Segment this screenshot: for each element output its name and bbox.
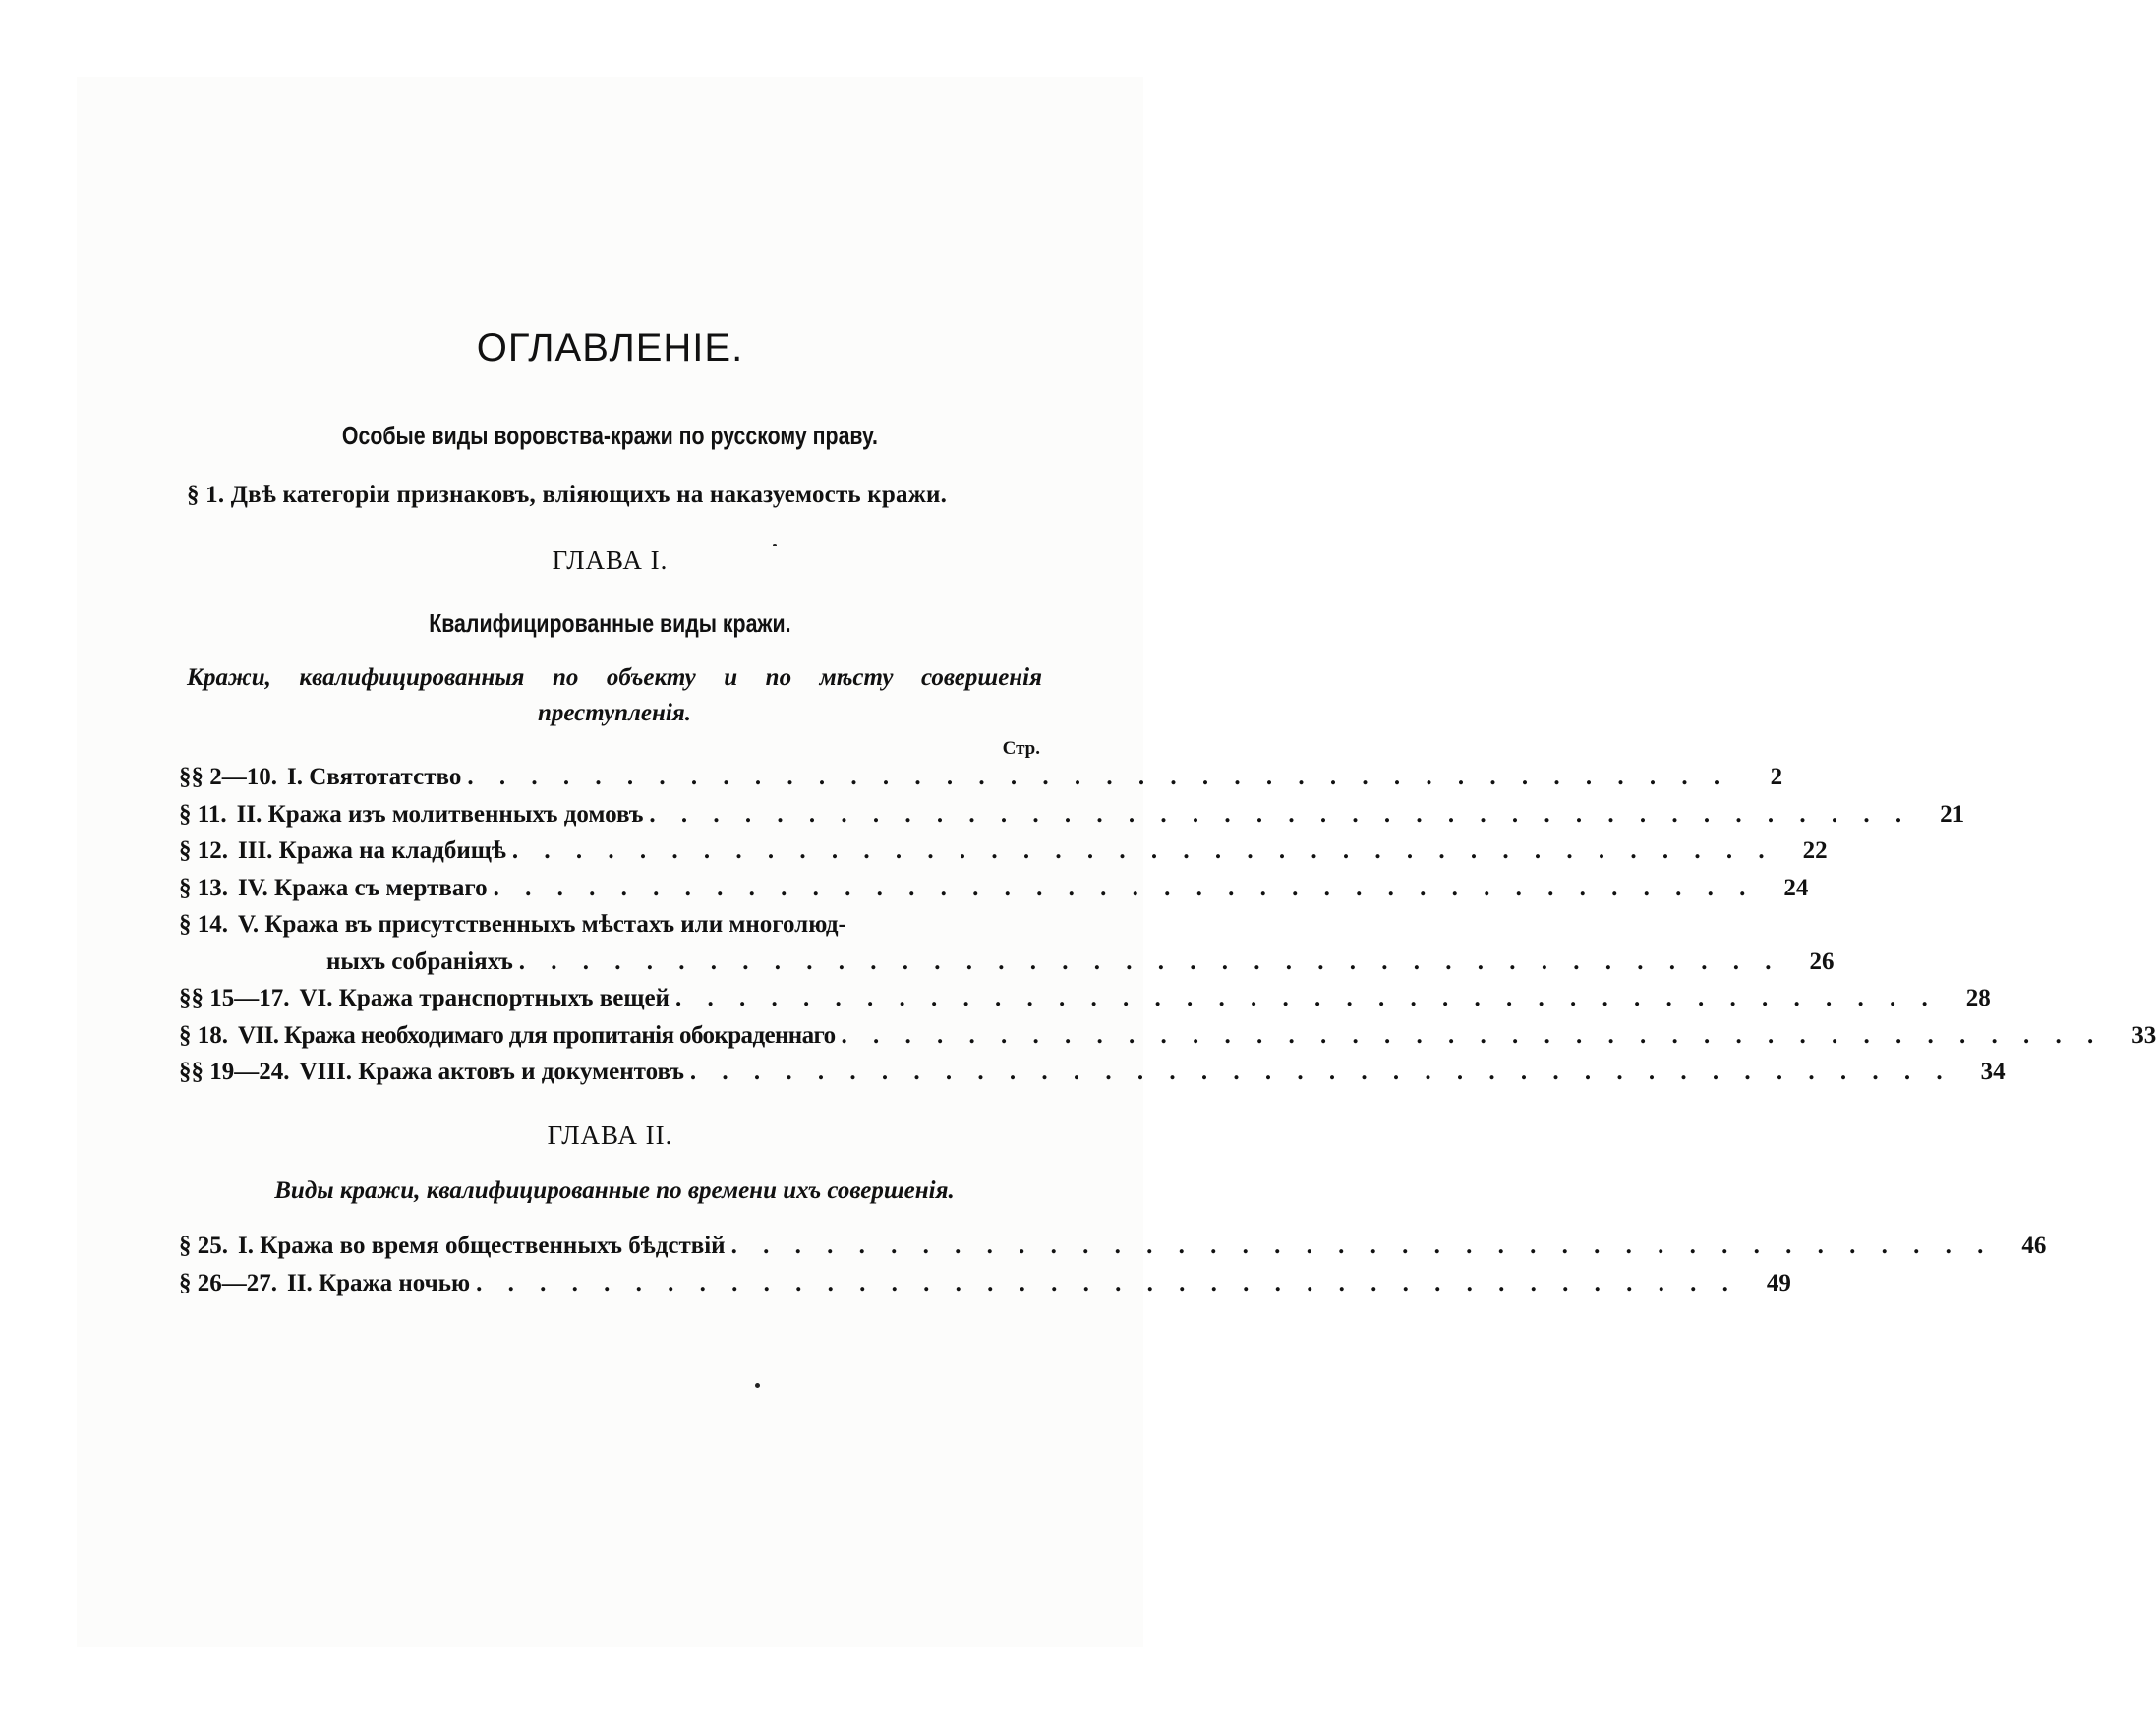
toc-entry-number: § 13. — [179, 874, 228, 901]
chapter-1-italic-line-1: Кражи, квалифицированныя по объекту и по мѣсту совершенія — [187, 664, 1042, 691]
toc-entry — [179, 1059, 2006, 1096]
toc-entry — [179, 874, 1809, 912]
page-title: ОГЛАВЛЕНІЕ. — [476, 326, 744, 370]
toc-entry-page: 46 — [2021, 1233, 2047, 1259]
toc-entry-page: 22 — [1802, 837, 1828, 864]
toc-entry-number: § 14. — [179, 911, 228, 938]
toc-entry — [179, 985, 1991, 1022]
toc-entry-page: 28 — [1965, 985, 1991, 1011]
toc-entry — [179, 1269, 1791, 1307]
toc-entry-title: VI. Кража транспортныхъ вещей — [299, 985, 670, 1011]
toc-entry-number: § 12. — [179, 837, 228, 864]
dot-leader: . . . . . . . . . . . . . . . . . . . . . . . . . . . . . . . . . . . . . . . . — [476, 1269, 1738, 1296]
toc-entry-title-continuation: ныхъ собраніяхъ — [326, 948, 513, 975]
dot-leader: . . . . . . . . . . . . . . . . . . . . . . . . . . . . . . . . . . . . . . . . — [467, 764, 1730, 790]
dot-leader: . . . . . . . . . . . . . . . . . . . . . . . . . . . . . . . . . . . . . . . . — [518, 948, 1781, 975]
dot-leader: . . . . . . . . . . . . . . . . . . . . . . . . . . . . . . . . . . . . . . . . — [649, 800, 1912, 828]
toc-entry — [179, 837, 1828, 875]
dot-leader: . . . . . . . . . . . . . . . . . . . . . . . . . . . . . . . . . . . . . . . . — [511, 837, 1775, 864]
toc-entry-title: III. Кража на кладбищѣ — [238, 837, 506, 864]
toc-entry-page: 33 — [2131, 1021, 2156, 1049]
dot-leader: . . . . . . . . . . . . . . . . . . . . . . . . . . . . . . . . . . . . . . . . — [674, 985, 1938, 1011]
toc-entry-title: V. Кража въ присутственныхъ мѣстахъ или многолюд- — [238, 911, 846, 938]
page-column-label: Стр. — [1002, 738, 1040, 759]
dot-leader: . . . . . . . . . . . . . . . . . . . . . . . . . . . . . . . . . . . . . . . . — [689, 1059, 1952, 1085]
section-1-entry: § 1. Двѣ категоріи признаковъ, вліяющихъ на наказуемость кражи. — [187, 482, 948, 508]
toc-entry-page: 26 — [1809, 948, 1835, 975]
toc-entry — [179, 1233, 2047, 1270]
toc-entry-number: § 26—27. — [179, 1269, 277, 1296]
toc-entry-title: I. Кража во время общественныхъ бѣдствій — [238, 1233, 726, 1259]
chapter-2-italic-line: Виды кражи, квалифицированные по времени ихъ совершенія. — [274, 1178, 955, 1204]
toc-entry-page: 2 — [1770, 764, 1783, 790]
chapter-1-italic-line-2: преступленія. — [538, 700, 691, 726]
print-speck — [755, 1383, 760, 1388]
toc-entry-page: 49 — [1766, 1269, 1791, 1296]
toc-entry-page: 24 — [1783, 874, 1809, 901]
toc-entry-number: §§ 19—24. — [179, 1059, 290, 1085]
print-speck — [773, 544, 777, 546]
chapter-1-subheading: Квалифицированные виды кражи. — [429, 608, 791, 638]
book-subtitle: Особые виды воровства-кражи по русскому праву. — [341, 421, 878, 450]
chapter-2-toc — [179, 1233, 2047, 1306]
dot-leader: . . . . . . . . . . . . . . . . . . . . . . . . . . . . . . . . . . . . . . . . — [841, 1021, 2104, 1049]
toc-entry — [179, 800, 1965, 838]
toc-entry-title: VIII. Кража актовъ и документовъ — [299, 1059, 684, 1085]
toc-entry-title: I. Святотатство — [287, 764, 462, 790]
toc-entry-number: §§ 15—17. — [179, 985, 290, 1011]
chapter-1-toc — [179, 764, 2156, 1096]
toc-entry — [179, 1021, 2156, 1060]
toc-entry-title: VII. Кража необходимаго для пропитанія обокраденнаго — [238, 1021, 836, 1049]
toc-entry-number: § 25. — [179, 1233, 228, 1259]
toc-entry — [179, 764, 1783, 801]
dot-leader: . . . . . . . . . . . . . . . . . . . . . . . . . . . . . . . . . . . . . . . . — [493, 874, 1756, 901]
toc-entry-page: 34 — [1980, 1059, 2006, 1085]
toc-entry-title: IV. Кража съ мертваго — [238, 874, 488, 901]
chapter-1-heading: ГЛАВА I. — [552, 546, 669, 575]
toc-entry-title: II. Кража ночью — [287, 1269, 471, 1296]
toc-entry-number: §§ 2—10. — [179, 764, 277, 790]
toc-entry-number: § 18. — [179, 1021, 228, 1049]
toc-entry-title: II. Кража изъ молитвенныхъ домовъ — [236, 800, 644, 828]
toc-entry-number: § 11. — [179, 800, 227, 828]
chapter-2-heading: ГЛАВА II. — [547, 1121, 673, 1150]
dot-leader: . . . . . . . . . . . . . . . . . . . . . . . . . . . . . . . . . . . . . . . . — [730, 1233, 1994, 1259]
toc-entry-page: 21 — [1940, 800, 1965, 828]
toc-entry-continuation — [179, 948, 1835, 986]
toc-entry — [179, 911, 1034, 948]
